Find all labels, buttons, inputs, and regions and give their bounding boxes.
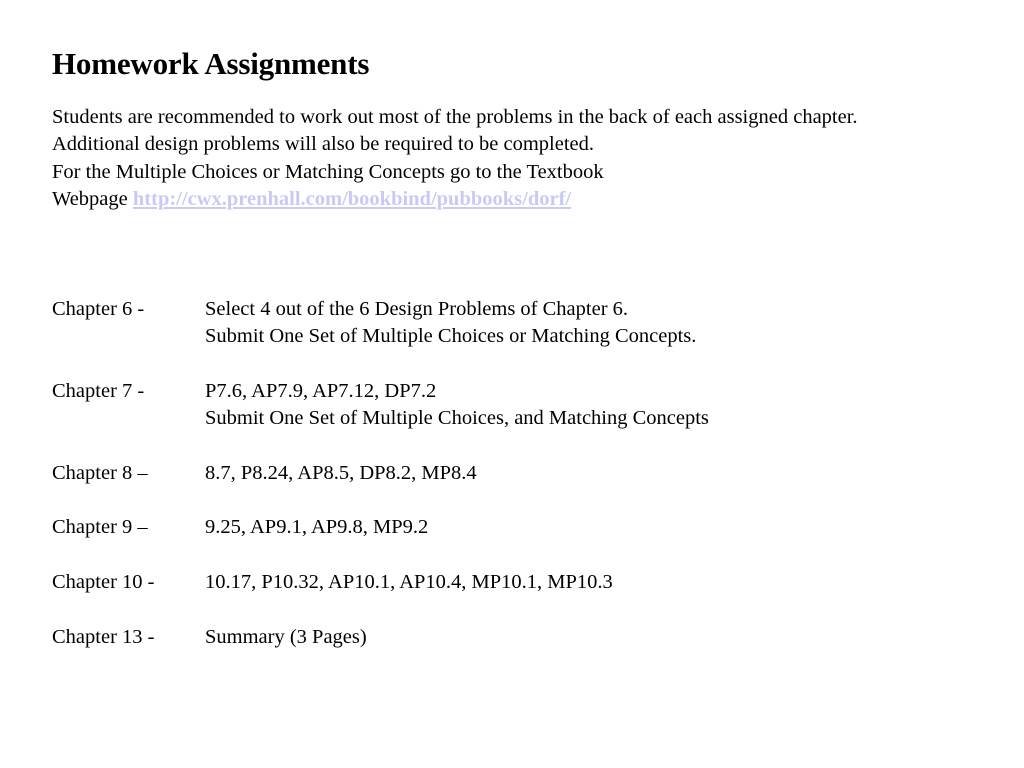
intro-line-2: Additional design problems will also be required to be completed. [52,133,594,156]
chapter-task-line: 8.7, P8.24, AP8.5, DP8.2, MP8.4 [205,461,477,484]
chapter-label: Chapter 9 – [52,516,148,539]
chapter-tasks [205,624,367,651]
chapter-task-line: 9.25, AP9.1, AP9.8, MP9.2 [205,516,429,539]
chapter-row-13 [52,624,992,651]
chapter-row-7 [52,378,992,433]
chapter-row-6 [52,296,992,351]
intro-paragraph [52,104,992,213]
chapter-tasks [205,378,709,433]
chapter-label: Chapter 7 - [52,379,145,402]
chapter-task-line: Select 4 out of the 6 Design Problems of Chapter 6. [205,298,629,320]
chapter-tasks [205,460,477,487]
chapter-row-8 [52,460,992,487]
chapter-task-line: Submit One Set of Multiple Choices or Matching Concepts. [205,325,697,348]
webpage-label: Webpage [52,187,133,210]
chapter-task-line: Submit One Set of Multiple Choices, and Matching Concepts [205,407,709,430]
chapter-label: Chapter 6 - [52,298,145,320]
chapter-label: Chapter 13 - [52,625,155,648]
chapter-task-line: 10.17, P10.32, AP10.1, AP10.4, MP10.1, MP10.3 [205,570,613,593]
chapter-task-line: Summary (3 Pages) [205,625,367,648]
intro-line-3: For the Multiple Choices or Matching Concepts go to the Textbook [52,160,604,183]
chapter-row-10 [52,569,992,596]
chapter-row-9 [52,514,992,541]
chapter-label: Chapter 8 – [52,461,148,484]
page-title: Homework Assignments [52,46,370,81]
chapter-tasks [205,296,696,351]
intro-line-4 [52,186,992,213]
intro-line-1: Students are recommended to work out most of the problems in the back of each assigned chapter. [52,106,858,128]
textbook-webpage-link[interactable]: http://cwx.prenhall.com/bookbind/pubbooks/dorf/ [132,187,572,210]
chapter-tasks [205,569,613,596]
chapter-assignments [52,296,992,678]
chapter-tasks [205,514,428,541]
slide-content [52,44,992,213]
chapter-task-line: P7.6, AP7.9, AP7.12, DP7.2 [205,379,437,402]
chapter-label: Chapter 10 - [52,570,155,593]
